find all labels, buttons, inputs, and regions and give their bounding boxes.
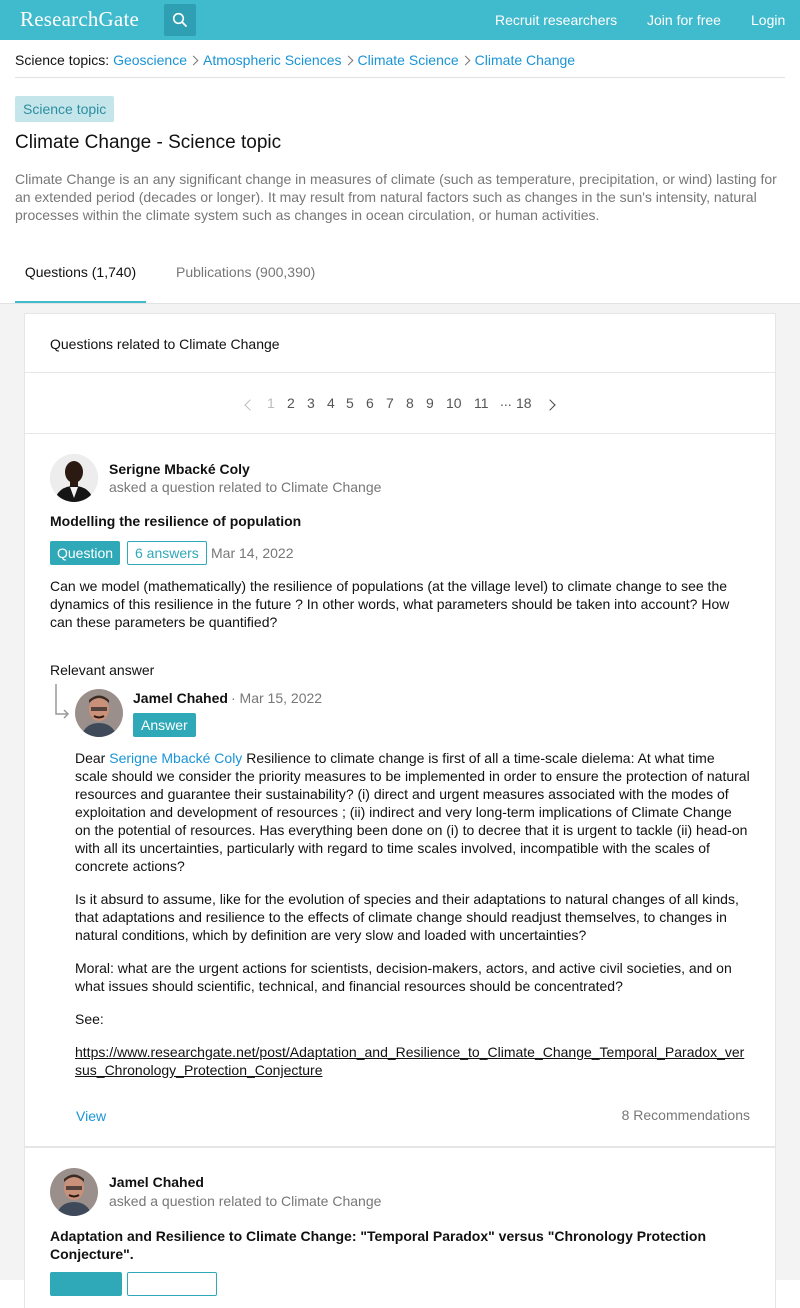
page-9[interactable]: 9 bbox=[426, 395, 434, 411]
view-link[interactable]: View bbox=[76, 1108, 107, 1124]
breadcrumb-prefix: Science topics: bbox=[15, 52, 110, 68]
topic-description: Climate Change is an any significant change in measures of climate (such as temperature, precipitation, or wind) lasting for an extended period (decades or longer). It may result from natural factors such as changes in the sun's intensity, natural processes within the climate system such as changes in ocean circulation, or human activities. bbox=[15, 171, 777, 223]
answer-author[interactable]: Jamel Chahed bbox=[133, 690, 228, 706]
chevron-right-icon bbox=[343, 56, 353, 66]
asked-text: asked a question related to Climate Change bbox=[109, 479, 382, 495]
answer-date: · Mar 15, 2022 bbox=[231, 690, 323, 706]
answer-paragraph-3: Moral: what are the urgent actions for scientists, decision-makers, actors, and active civil societies, and on what issues should scientific, technical, and financial resources should be concentrated? bbox=[75, 960, 732, 994]
user-photo-icon bbox=[50, 1168, 98, 1216]
chevron-right-icon bbox=[460, 56, 470, 66]
question-date: Mar 14, 2022 bbox=[211, 545, 294, 561]
answer-url-link[interactable]: https://www.researchgate.net/post/Adaptation_and_Resilience_to_Climate_Change_Temporal_Paradox_versus_Chronology_Protection_Conjecture bbox=[75, 1044, 745, 1078]
reply-arrow-icon bbox=[52, 684, 72, 724]
answer-paragraph-1: Resilience to climate change is first of all a time-scale dielema: At what time scale should we consider the priority measures to be implemented in order to ensure the protection of natural resources and guarantee their sustainability? (i) direct and urgent measures associated with the modes of exploitation and development of resources ; (ii) indirect and very long-term implications of Climate Change on the potential of resources. Has everything been done on (i) to decree that it is urgent to tackle (ii) head-on with all its uncertainties, particularly with regard to time scales involved, incompatible with the scales of concrete actions? bbox=[75, 750, 750, 874]
search-button[interactable] bbox=[164, 4, 196, 36]
page-5[interactable]: 5 bbox=[346, 395, 354, 411]
breadcrumb-climate-change[interactable]: Climate Change bbox=[474, 52, 576, 68]
question-body: Can we model (mathematically) the resilience of populations (at the village level) to climate change to see the dynamics of this resilience in the future ? In other words, what parameters should be taken into account? How can these parameters be quantified? bbox=[50, 578, 730, 630]
question-title[interactable]: Adaptation and Resilience to Climate Change: "Temporal Paradox" versus "Chronology Protection Conjecture". bbox=[50, 1228, 706, 1262]
page-1[interactable]: 1 bbox=[267, 395, 275, 411]
answer-author-avatar[interactable] bbox=[75, 689, 123, 737]
answer-body bbox=[75, 749, 751, 1094]
page-10[interactable]: 10 bbox=[446, 395, 462, 411]
question-author[interactable]: Serigne Mbacké Coly bbox=[109, 461, 250, 477]
tab-bar bbox=[0, 250, 800, 304]
search-icon bbox=[172, 12, 188, 28]
section-title: Questions related to Climate Change bbox=[50, 336, 280, 352]
breadcrumb-atmospheric-sciences[interactable]: Atmospheric Sciences bbox=[203, 52, 342, 68]
section-header bbox=[25, 314, 775, 372]
divider bbox=[15, 77, 785, 78]
breadcrumb-climate-science[interactable]: Climate Science bbox=[357, 52, 459, 68]
answers-count-badge[interactable] bbox=[127, 1272, 217, 1296]
question-type-badge: Question bbox=[50, 541, 120, 565]
page-4[interactable]: 4 bbox=[327, 395, 335, 411]
breadcrumb-geoscience[interactable]: Geoscience bbox=[113, 52, 187, 68]
answers-count-badge[interactable]: 6 answers bbox=[127, 541, 207, 565]
pagination-ellipsis: ... bbox=[500, 393, 512, 409]
avatar[interactable] bbox=[50, 454, 98, 502]
user-photo-icon bbox=[50, 454, 98, 502]
question-author[interactable]: Jamel Chahed bbox=[109, 1174, 204, 1190]
tab-questions[interactable]: Questions (1,740) bbox=[15, 250, 146, 303]
answer-badge: Answer bbox=[133, 713, 196, 737]
page-title: Climate Change - Science topic bbox=[15, 132, 282, 153]
page-2[interactable]: 2 bbox=[287, 395, 295, 411]
recommendations-count[interactable]: 8 Recommendations bbox=[621, 1107, 750, 1123]
answer-paragraph-4: See: bbox=[75, 1011, 104, 1027]
tab-publications[interactable]: Publications (900,390) bbox=[176, 264, 316, 280]
page-last[interactable]: 18 bbox=[516, 395, 532, 411]
logo[interactable]: ResearchGate bbox=[20, 7, 139, 31]
chevron-right-icon[interactable] bbox=[544, 399, 555, 410]
pagination bbox=[0, 395, 800, 415]
answer-greeting: Dear bbox=[75, 750, 106, 766]
topic-badge: Science topic bbox=[15, 96, 114, 122]
mention-link[interactable]: Serigne Mbacké Coly bbox=[109, 750, 243, 766]
top-bar bbox=[0, 0, 800, 40]
chevron-left-icon[interactable] bbox=[244, 399, 255, 410]
page-11[interactable]: 11 bbox=[474, 395, 489, 411]
answer-paragraph-2: Is it absurd to assume, like for the evolution of species and their adaptations to natural changes of all kinds, that adaptations and resilience to the effects of climate change should readjust themselves, to changes in natural conditions, which by definition are very slow and loaded with uncertainties? bbox=[75, 891, 739, 943]
login-link[interactable]: Login bbox=[751, 12, 786, 28]
relevant-answer-label: Relevant answer bbox=[50, 662, 155, 678]
question-title[interactable]: Modelling the resilience of population bbox=[50, 513, 302, 529]
chevron-right-icon bbox=[189, 56, 199, 66]
recruit-researchers-link[interactable]: Recruit researchers bbox=[495, 12, 618, 28]
question-type-badge bbox=[50, 1272, 122, 1296]
user-photo-icon bbox=[75, 689, 123, 737]
page-3[interactable]: 3 bbox=[307, 395, 315, 411]
asked-text: asked a question related to Climate Change bbox=[109, 1193, 382, 1209]
avatar[interactable] bbox=[50, 1168, 98, 1216]
page-8[interactable]: 8 bbox=[406, 395, 414, 411]
page-7[interactable]: 7 bbox=[386, 395, 394, 411]
page-6[interactable]: 6 bbox=[366, 395, 374, 411]
breadcrumb bbox=[15, 52, 575, 68]
join-for-free-link[interactable]: Join for free bbox=[647, 12, 721, 28]
